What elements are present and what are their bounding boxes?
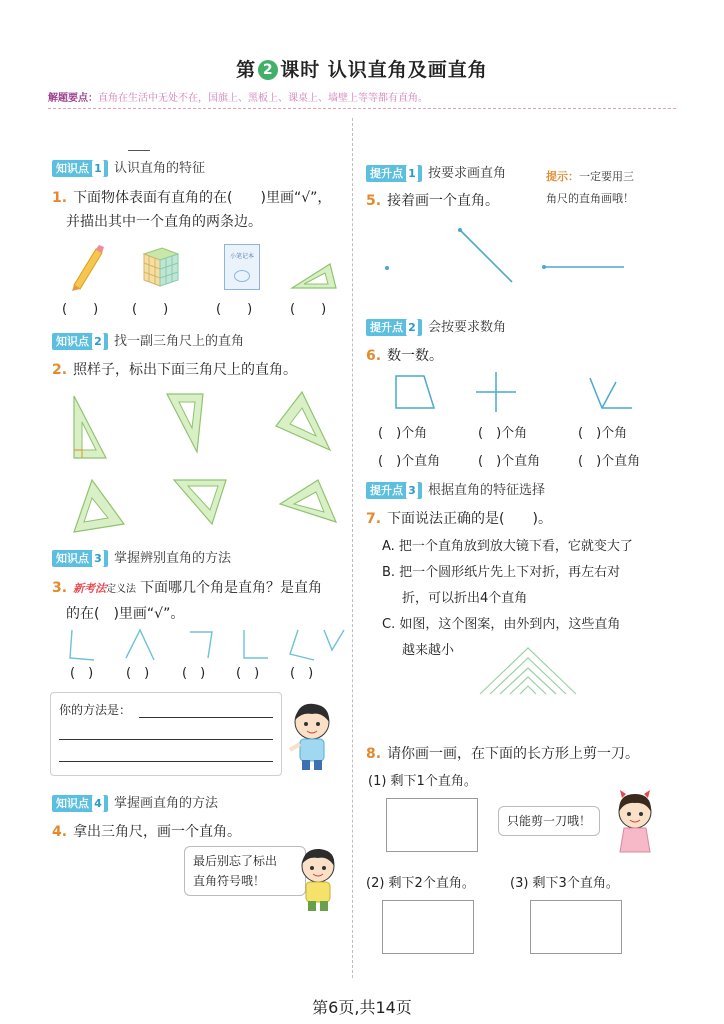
notebook-label: 小笔记本 [229, 253, 254, 260]
set-square-icon [290, 262, 338, 290]
option-b-cont: 折，可以折出4个直角 [402, 591, 528, 606]
kp-title: 找一副三角尺上的直角 [114, 334, 245, 349]
option-b[interactable]: B. 把一个圆形纸片先上下对折，再左右对 [382, 565, 621, 580]
improvement-point-3 [366, 479, 545, 499]
angle-6 [324, 630, 344, 650]
question-1: 1. 下面物体表面有直角的在( )里画“√”， 并描出其中一个直角的两条边。 [52, 190, 332, 230]
angle-1 [70, 630, 94, 660]
q3-answer-5[interactable]: ( ) [290, 666, 314, 681]
angle-2 [126, 630, 154, 660]
rectangle-2[interactable] [382, 900, 474, 954]
q3-answer-1[interactable]: ( ) [70, 666, 94, 681]
improvement-point-1 [366, 162, 506, 182]
question-2: 2. 照样子，标出下面三角尺上的直角。 [52, 362, 298, 378]
speech-bubble-q8: 只能剪一刀哦！ [498, 806, 600, 836]
q8-part-1: (1) 剩下1个直角。 [368, 774, 477, 789]
option-c-cont: 越来越小 [402, 643, 455, 658]
q1-answer-1[interactable]: ( ) [62, 302, 99, 317]
kp-badge: 知识点 2 [52, 333, 108, 350]
knowledge-point-3 [52, 547, 231, 567]
title-text: 课时 认识直角及画直角 [280, 59, 488, 81]
q5-lines [380, 224, 630, 284]
trapezoid [396, 376, 434, 408]
ts-badge: 提升点 3 [366, 482, 422, 499]
question-4: 4. 拿出三角尺，画一个直角。 [52, 824, 242, 840]
girl-character-icon [610, 790, 660, 860]
method-box [50, 692, 282, 776]
q3-answer-3[interactable]: ( ) [182, 666, 206, 681]
hint-box: 提示：一定要用三 角尺的直角画哦！ [546, 170, 634, 205]
q6-figures [390, 372, 640, 416]
q1-answer-3[interactable]: ( ) [216, 302, 253, 317]
q8-part-3: (3) 剩下3个直角。 [510, 876, 619, 891]
method-line-1[interactable] [139, 717, 273, 718]
lesson-number-badge: 2 [258, 60, 278, 80]
ts-title: 按要求画直角 [428, 166, 507, 181]
kp-badge: 知识点 3 [52, 550, 108, 567]
page-title [0, 55, 724, 82]
set-square-1 [70, 392, 110, 462]
q6-right-angle-count-3[interactable]: ( )个直角 [578, 454, 641, 469]
ts-title: 会按要求数角 [428, 320, 507, 335]
q8-part-2: (2) 剩下2个直角。 [366, 876, 475, 891]
angle-4 [244, 630, 268, 658]
option-a[interactable]: A. 把一个直角放到放大镜下看，它就变大了 [382, 539, 633, 554]
kp-badge: 知识点 1 [52, 160, 108, 177]
q1-answer-2[interactable]: ( ) [132, 302, 169, 317]
question-5: 5. 接着画一个直角。 [366, 193, 500, 209]
kp-title: 掌握画直角的方法 [114, 796, 219, 811]
tip-label: 解题要点： [48, 93, 98, 104]
set-square-3 [272, 390, 334, 452]
page-number: 第6页,共14页 [312, 998, 412, 1017]
q3-angles [62, 628, 342, 662]
knowledge-point-1 [52, 157, 205, 177]
set-square-6 [276, 478, 340, 524]
q6-angle-count-3[interactable]: ( )个角 [578, 426, 628, 441]
new-method-tag: 新考法 [73, 582, 107, 595]
nested-angles-figure [478, 646, 580, 696]
kp-badge: 知识点 4 [52, 795, 108, 812]
angle-5 [290, 630, 314, 660]
ts-badge: 提升点 2 [366, 319, 422, 336]
ts-badge: 提升点 1 [366, 165, 422, 182]
definition-method-tag: 定义法 [106, 584, 137, 595]
q6-angle-count-1[interactable]: ( )个角 [378, 426, 428, 441]
column-divider [352, 118, 353, 978]
q7-options [382, 534, 682, 664]
question-6: 6. 数一数。 [366, 348, 444, 364]
hint-label: 提示： [546, 170, 579, 183]
q3-answer-2[interactable]: ( ) [126, 666, 150, 681]
kp-title: 掌握辨别直角的方法 [114, 551, 232, 566]
question-7: 7. 下面说法正确的是( )。 [366, 511, 552, 527]
improvement-point-2 [366, 316, 506, 336]
set-square-4 [72, 478, 126, 534]
ts-title: 根据直角的特征选择 [428, 483, 546, 498]
knowledge-point-4 [52, 792, 218, 812]
q1-answer-4[interactable]: ( ) [290, 302, 327, 317]
title-prefix: 第 [236, 59, 257, 81]
method-line-2[interactable] [59, 739, 273, 740]
tip-text: 直角在生活中无处不在，国旗上、黑板上、课桌上、墙壁上等等都有直角。 [98, 93, 428, 104]
diagonal-line [460, 230, 512, 282]
short-mark [128, 150, 150, 151]
tip-bar [48, 86, 676, 109]
question-3: 3. 新考法定义法 下面哪几个角是直角？是直角 的在( )里画“√”。 [52, 580, 323, 622]
notebook-icon [224, 244, 260, 290]
question-8: 8. 请你画一画，在下面的长方形上剪一刀。 [366, 746, 640, 762]
knowledge-point-2 [52, 330, 244, 350]
pencil-icon [66, 245, 106, 289]
q6-right-angle-count-2[interactable]: ( )个直角 [478, 454, 541, 469]
boy-character-icon-2 [294, 846, 344, 912]
boy-character-icon [286, 700, 340, 772]
option-c[interactable]: C. 如图，这个图案，由外到内，这些直角 [382, 617, 621, 632]
rubiks-cube-icon [136, 244, 182, 290]
rectangle-3[interactable] [530, 900, 622, 954]
method-line-3[interactable] [59, 761, 273, 762]
q6-right-angle-count-1[interactable]: ( )个直角 [378, 454, 441, 469]
q3-answer-4[interactable]: ( ) [236, 666, 260, 681]
angle-3 [190, 632, 212, 658]
q6-angle-count-2[interactable]: ( )个角 [478, 426, 528, 441]
set-square-2 [163, 392, 207, 454]
speech-bubble-q4: 最后别忘了标出 直角符号哦！ [184, 846, 306, 896]
kp-title: 认识直角的特征 [114, 161, 206, 176]
method-label: 你的方法是： [59, 703, 132, 717]
set-square-5 [172, 478, 228, 526]
rectangle-1[interactable] [386, 798, 478, 852]
